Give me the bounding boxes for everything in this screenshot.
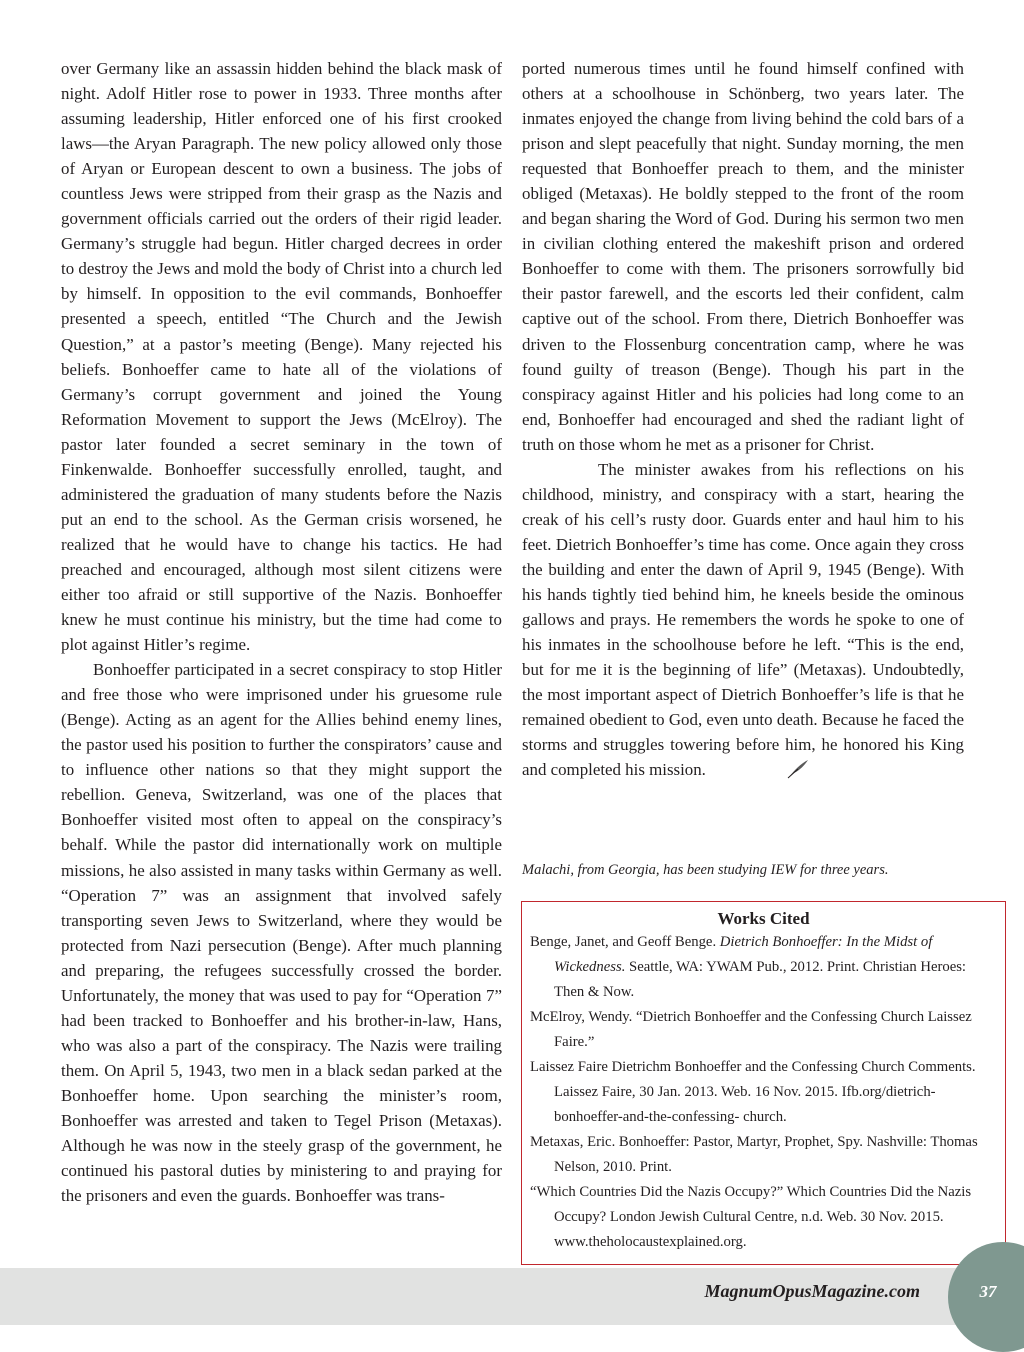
citation-benge — [530, 930, 997, 1005]
citation-mcelroy: McElroy, Wendy. “Dietrich Bonhoeffer and the Confessing Church Laissez Faire.” — [530, 1009, 972, 1050]
left-paragraph-1: over Germany like an assassin hidden behind the black mask of night. Adolf Hitler rose to power in 1933. Three months after assuming leadership, Hitler enforced one of his first crooked laws—the Aryan Paragraph. The new policy allowed only those of Aryan or European descent to own a business. The jobs of countless Jews were stripped from their grasp as the Nazis and government officials carried out the orders of their rigid leader. Germany’s struggle had begun. Hitler charged decrees in order to destroy the Jews and mold the body of Christ into a church led by himself. In opposition to the evil commands, Bonhoeffer presented a speech, entitled “The Church and the Jewish Question,” at a pastor’s meeting (Benge). Many rejected his beliefs. Bonhoeffer came to hate all of the violations of Germany’s corrupt government and joined the Young Reformation Movement to support the Jews (McElroy). The pastor later founded a secret seminary in the town of Finkenwalde. Bonhoeffer successfully enrolled, taught, and administered the graduation of many students before the Nazis put an end to the school. As the German crisis worsened, he realized that he would have to change his tactics. He had preached and encouraged, although most silent citizens were either too afraid or still supportive of the Nazis. Bonhoeffer knew he must continue his ministry, but the time had come to plot against Hitler’s regime. — [61, 59, 502, 655]
right-paragraph-2-text: The minister awakes from his reflections on his childhood, ministry, and conspiracy with a start, hearing the creak of his cell’s rusty door. Guards enter and haul him to his feet. Dietrich Bonhoeffer’s time has come. Once again they cross the building and enter the dawn of April 9, 1945 (Benge). With his hands tightly tied behind him, he kneels beside the ominous gallows and prays. He remembers the words he spoke to one of his inmates in the schoolhouse before he left. “This is the end, but for me it is the beginning of life” (Metaxas). Undoubtedly, the most important aspect of Dietrich Bonhoeffer’s life is that he remained obedient to God, even unto death. Because he faced the storms and struggles towering before him, he honored his King and completed his mission. — [522, 459, 964, 780]
footer-website: MagnumOpusMagazine.com — [704, 1281, 920, 1301]
right-paragraph-1: ported numerous times until he found himself confined with others at a schoolhouse in Schönberg, two years later. The inmates enjoyed the change from living behind the cold bars of a prison and slept peacefully that night. Sunday morning, the men requested that Bonhoeffer preach to them, and the minister obliged (Metaxas). He boldly stepped to the front of the room and began sharing the Word of God. During his sermon two men in civilian clothing entered the makeshift prison and ordered Bonhoeffer to come with them. The prisoners sorrowfully bid their pastor farewell, and the escorts led their confident, calm captive out of the school. From there, Dietrich Bonhoeffer was driven to the Flossenburg concentration camp, where he was found guilty of treason (Benge). Though his part in the conspiracy against Hitler and his policies had long come to an end, Bonhoeffer had encouraged and shed the radiant light of truth on those whom he met as a prisoner for Christ. — [522, 59, 964, 454]
citation-laissez-faire: Laissez Faire Dietrichm Bonhoeffer and the Confessing Church Comments. Laissez Faire, 30 Jan. 2013. Web. 16 Nov. 2015. Ifb.org/dietrich-bonhoeffer-and-the-confessing- church. — [530, 1059, 976, 1125]
citation-metaxas: Metaxas, Eric. Bonhoeffer: Pastor, Martyr, Prophet, Spy. Nashville: Thomas Nelson, 2010. Print. — [530, 1134, 978, 1175]
author-bio: Malachi, from Georgia, has been studying IEW for three years. — [522, 862, 889, 878]
works-cited-title: Works Cited — [717, 909, 810, 928]
citation-benge-authors: Benge, Janet, and Geoff Benge. — [530, 934, 720, 950]
page-number: 37 — [979, 1282, 997, 1301]
left-paragraph-2: Bonhoeffer participated in a secret conspiracy to stop Hitler and free those who were imprisoned under his gruesome rule (Benge). Acting as an agent for the Allies behind enemy lines, the pastor used his position to further the conspirators’ cause and to influence other nations so that they might support the rebellion. Geneva, Switzerland, was one of the places that Bonhoeffer visited most often to appeal on the conspiracy’s behalf. While the pastor did internationally work on multiple missions, he also assisted in many tasks within Germany as well. “Operation 7” was an assignment that involved safely transporting seven Jews to Switzerland, where they would be protected from Nazi persecution (Benge). After much planning and preparing, the refugees successfully crossed the border. Unfortunately, the money that was used to pay for “Operation 7” had been tracked to Bonhoeffer and his brother-in-law, Hans, who was also a part of the conspiracy. The Nazis were trailing them. On April 5, 1943, two men in a black sedan parked at the Bonhoeffer home. Upon searching the minister’s room, Bonhoeffer was arrested and taken to Tegel Prison (Metaxas). Although he was now in the steely grasp of the government, he continued his pastoral duties by ministering to and praying for the prisoners and even the guards. Bonhoeffer was trans- — [61, 660, 502, 1206]
quill-pen-icon — [710, 759, 810, 786]
right-paragraph-2 — [522, 457, 964, 787]
citation-benge-title: Dietrich Bonhoeffer: In the Midst of Wickedness. — [554, 934, 933, 975]
article-left-column — [61, 56, 502, 1208]
article-right-column — [522, 56, 964, 786]
citation-benge-publisher: Seattle, WA: YWAM Pub., 2012. Print. Christian Heroes: Then & Now. — [554, 959, 967, 1000]
citation-holocaust-explained: “Which Countries Did the Nazis Occupy?” Which Countries Did the Nazis Occupy? London Jewish Cultural Centre, n.d. Web. 30 Nov. 2015. www.theholocaustexplained.org. — [530, 1184, 972, 1250]
works-cited-box — [521, 901, 1006, 1265]
